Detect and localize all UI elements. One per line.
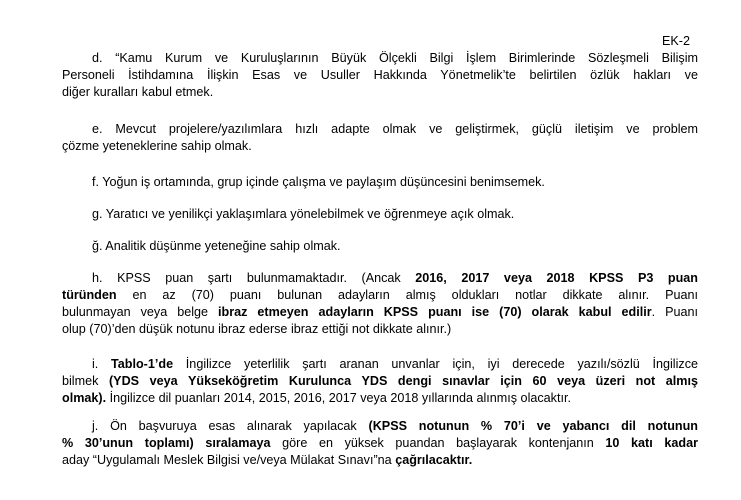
item-e-line-2: çözme yeteneklerine sahip olmak.: [62, 139, 252, 153]
item-gh-line-1: ğ. Analitik düşünme yeteneğine sahip olmak.: [92, 239, 341, 253]
item-j-line-1: [62, 418, 698, 435]
item-e-line-1: e. Mevcut projelere/yazılımlara hızlı adapte olmak ve geliştirmek, güçlü iletişim ve problem: [92, 122, 698, 136]
item-f: [62, 174, 698, 191]
item-j-line-2: [62, 435, 698, 452]
item-d-line-2: Personeli İstihdamına İlişkin Esas ve Usuller Hakkında Yönetmelik’te belirtilen özlük hakları ve: [62, 68, 698, 82]
item-i: [62, 356, 698, 407]
item-j-bold-1b: (KPSS notunun % 70’i ve yabancı dil notunun: [368, 419, 698, 433]
item-h-bold-2a: türünden: [62, 288, 117, 302]
item-d: [62, 50, 698, 101]
item-e: [62, 121, 698, 155]
item-j-text-2b: göre en yüksek puandan başlayarak kontenjanın: [270, 436, 606, 450]
item-h-bold-1b: 2016, 2017 veya 2018 KPSS P3 puan: [415, 271, 698, 285]
item-h-text-2b: en az (70) puanı bulunan adayların almış oldukları notlar dikkate alınır. Puanı: [116, 288, 698, 302]
item-h-line-2: [62, 287, 698, 304]
item-j-text-3a: aday “Uygulamalı Meslek Bilgisi ve/veya Mülakat Sınavı”na: [62, 453, 396, 467]
item-g: [62, 206, 698, 223]
item-i-bold-2b: (YDS veya Yükseköğretim Kurulunca YDS dengi sınavlar için 60 veya üzeri not almış: [108, 374, 698, 388]
item-j-line-3: [62, 452, 698, 469]
item-i-text-1c: İngilizce yeterlilik şartı aranan unvanlar için, iyi derecede yazılı/sözlü İngilizce: [173, 357, 698, 371]
item-g-line-1: g. Yaratıcı ve yenilikçi yaklaşımlara yönelebilmek ve öğrenmeye açık olmak.: [92, 207, 515, 221]
item-i-bold-3a: olmak).: [62, 391, 107, 405]
item-h-text-1a: h. KPSS puan şartı bulunmamaktadır. (Ancak: [92, 271, 416, 285]
item-f-line-1: f. Yoğun iş ortamında, grup içinde çalışma ve paylaşım düşüncesini benimsemek.: [92, 175, 545, 189]
item-h-line-4: olup (70)’den düşük notunu ibraz ederse ibraz ettiği not dikkate alınır.): [62, 322, 452, 336]
item-j-bold-2a: % 30’unun toplamı) sıralamaya: [62, 436, 271, 450]
item-h-bold-3b: ibraz etmeyen adayların KPSS puanı ise (70) olarak kabul edilir: [218, 305, 652, 319]
item-i-text-1a: i.: [92, 357, 112, 371]
item-i-bold-1b: Tablo-1’de: [111, 357, 174, 371]
item-gh: [62, 238, 698, 255]
item-i-text-2a: bilmek: [62, 374, 109, 388]
item-j-bold-3b: çağrılacaktır.: [395, 453, 473, 467]
item-i-line-1: [62, 356, 698, 373]
item-h-text-3a: bulunmayan veya belge: [62, 305, 219, 319]
item-j-bold-2c: 10 katı kadar: [605, 436, 698, 450]
item-h: [62, 270, 698, 338]
item-j: [62, 418, 698, 469]
item-h-text-3c: . Puanı: [651, 305, 699, 319]
item-i-line-2: [62, 373, 698, 390]
annex-label: EK-2: [662, 34, 690, 48]
item-i-text-3b: İngilizce dil puanları 2014, 2015, 2016, 2017 veya 2018 yıllarında alınmış olacaktır.: [106, 391, 571, 405]
item-h-line-1: [62, 270, 698, 287]
item-i-line-3: [62, 390, 698, 407]
item-j-text-1a: j. Ön başvuruya esas alınarak yapılacak: [92, 419, 369, 433]
item-d-line-3: diğer kuralları kabul etmek.: [62, 85, 214, 99]
item-h-line-3: [62, 304, 698, 321]
item-d-line-1: d. “Kamu Kurum ve Kuruluşlarının Büyük Ölçekli Bilgi İşlem Birimlerinde Sözleşmeli Bilişim: [92, 51, 698, 65]
